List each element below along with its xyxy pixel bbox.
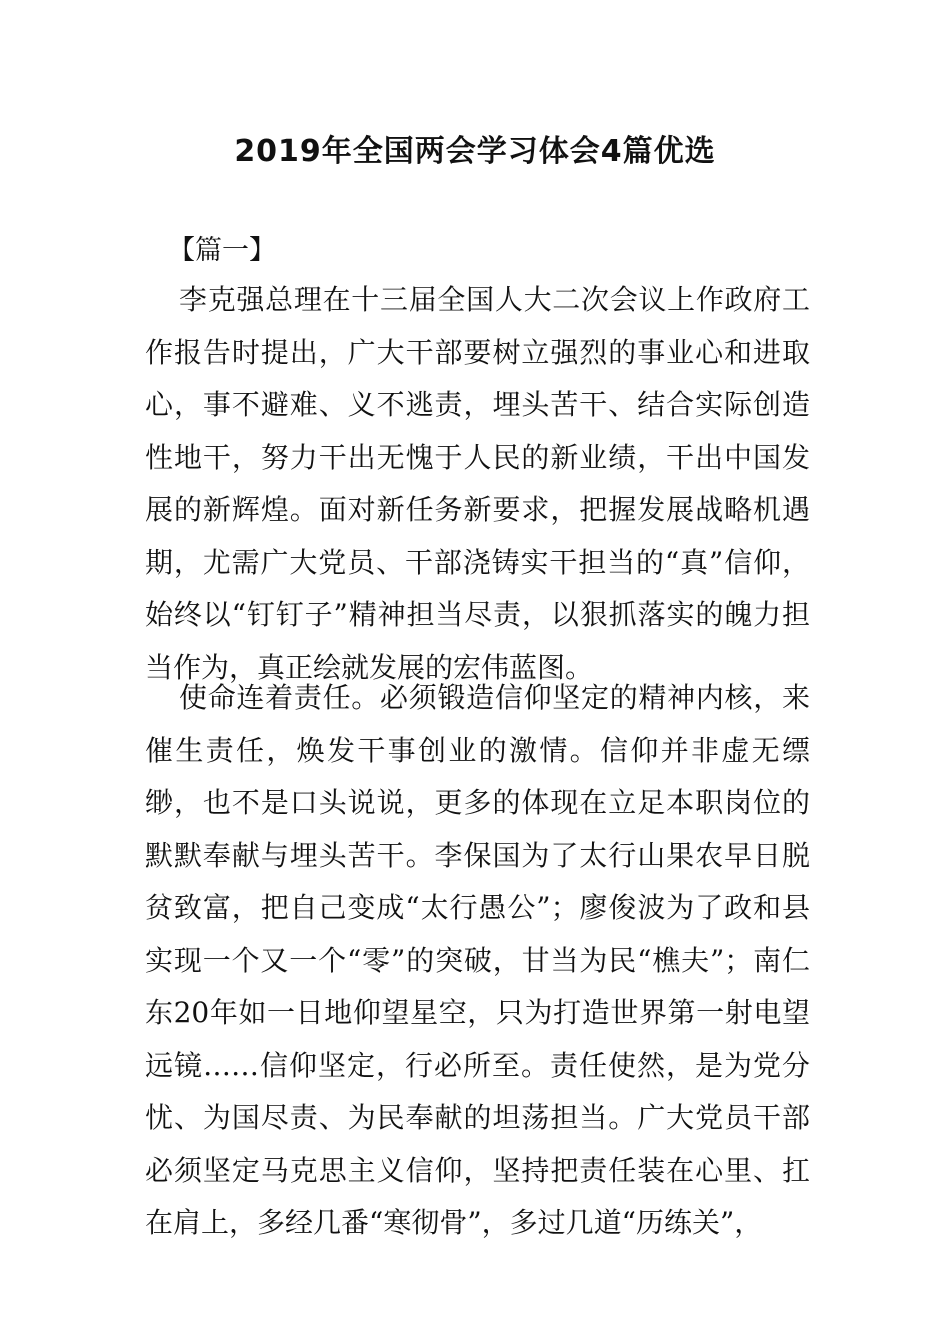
paragraph: 李克强总理在十三届全国人大二次会议上作政府工作报告时提出，广大干部要树立强烈的事业心和进取心，事不避难、义不逃责，埋头苦干、结合实际创造性地干，努力干出无愧于人民的新业绩，干出中国发展的新辉煌。面对新任务新要求，把握发展战略机遇期，尤需广大党员、干部浇铸实干担当的“真”信仰，始终以“钉钉子”精神担当尽责，以狠抓落实的魄力担当作为，真正绘就发展的宏伟蓝图。 (145, 283, 810, 684)
document-title: 2019年全国两会学习体会4篇优选 (234, 134, 716, 169)
section-label: 【篇一】 (168, 235, 276, 266)
paragraph: 使命连着责任。必须锻造信仰坚定的精神内核，来催生责任，焕发干事创业的激情。信仰并非虚无缥缈，也不是口头说说，更多的体现在立足本职岗位的默默奉献与埋头苦干。李保国为了太行山果农早日脱贫致富，把自己变成“太行愚公”；廖俊波为了政和县实现一个又一个“零”的突破，甘当为民“樵夫”；南仁东20年如一日地仰望星空，只为打造世界第一射电望远镜……信仰坚定，行必所至。责任使然，是为党分忧、为国尽责、为民奉献的坦荡担当。广大党员干部必须坚定马克思主义信仰，坚持把责任装在心里、扛在肩上，多经几番“寒彻骨”，多过几道“历练关”， (145, 681, 810, 1239)
